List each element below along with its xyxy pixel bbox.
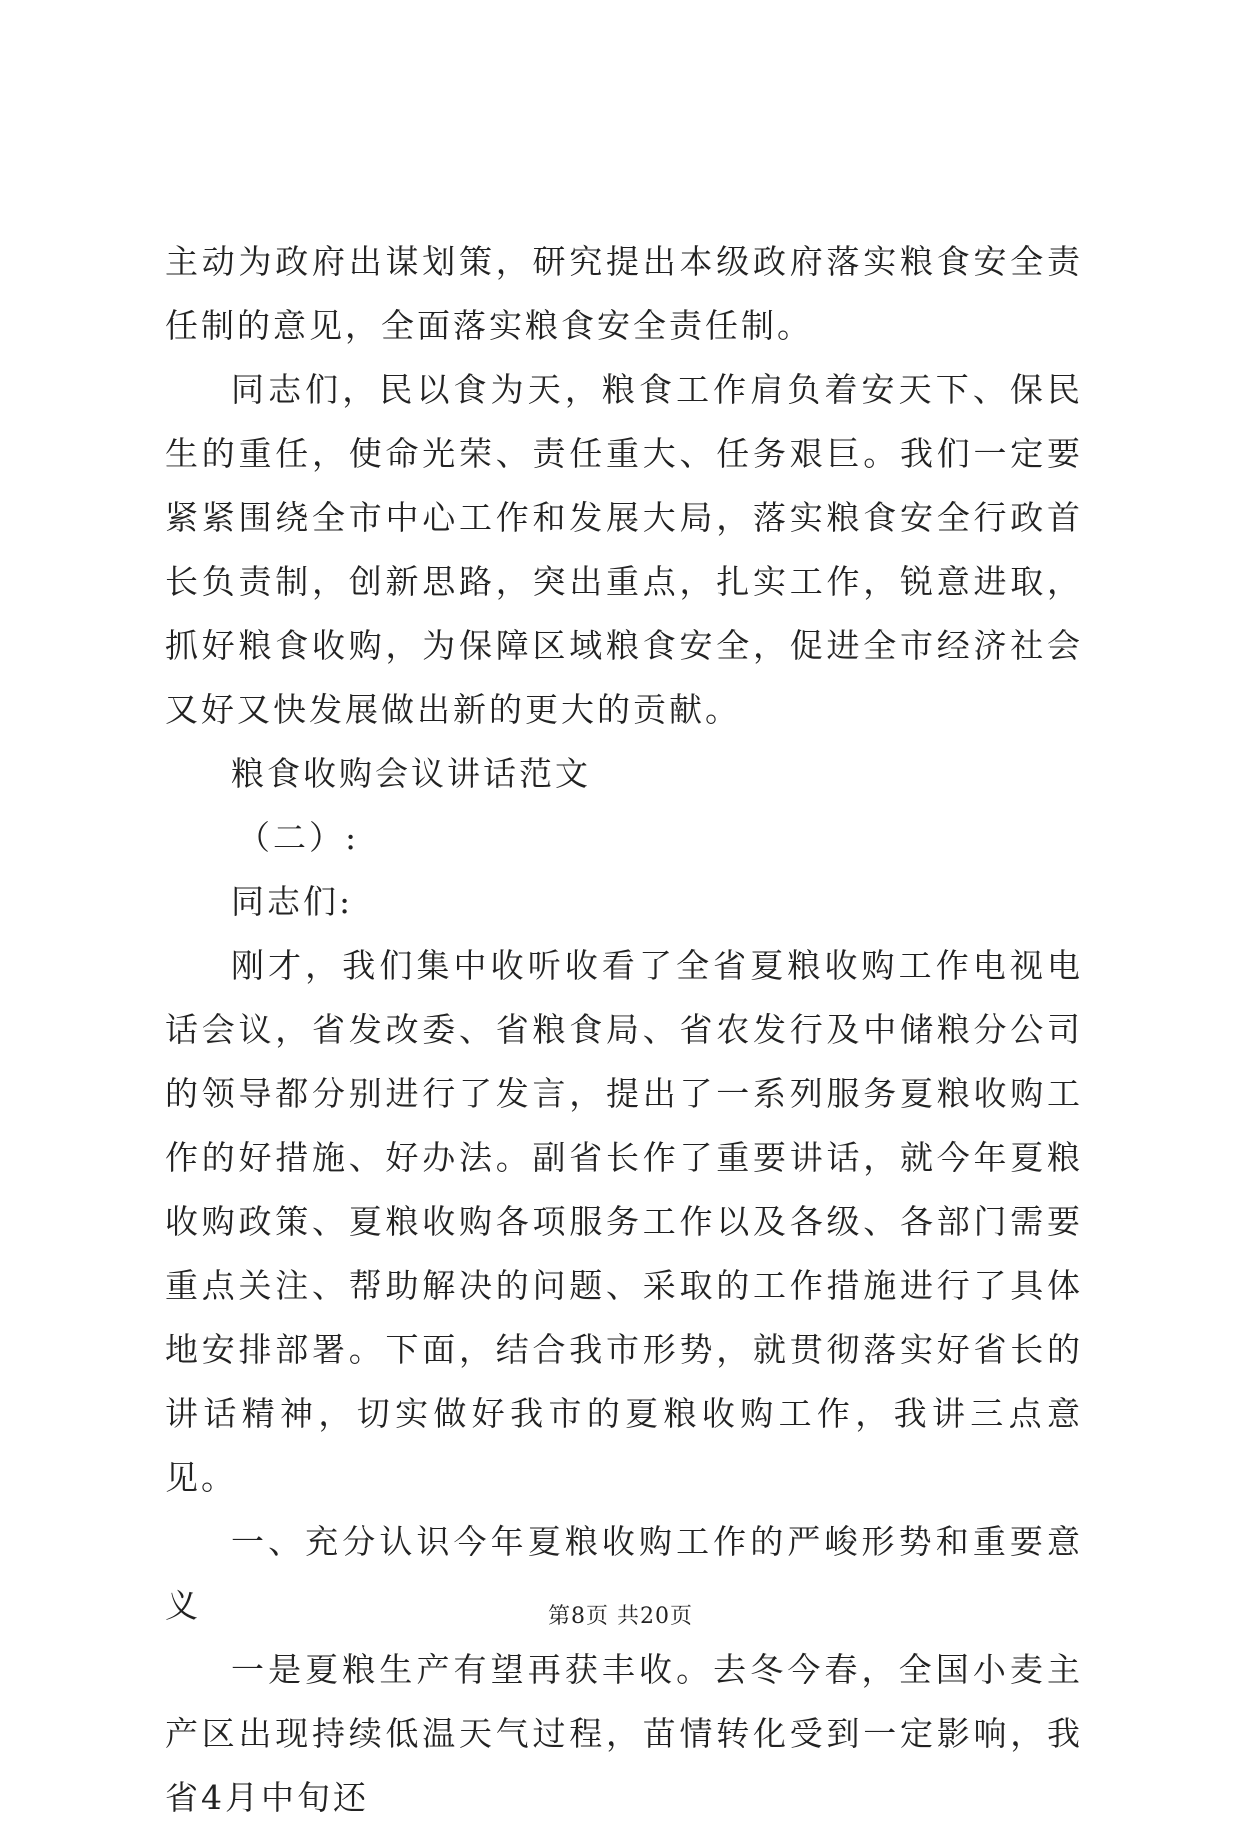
paragraph-continuation: 主动为政府出谋划策，研究提出本级政府落实粮食安全责任制的意见，全面落实粮食安全责任制。 bbox=[165, 242, 1083, 345]
document-body bbox=[165, 230, 1083, 1830]
page-number-footer: 第8页 共20页 bbox=[548, 1604, 693, 1629]
paragraph-closing-remarks: 同志们，民以食为天，粮食工作肩负着安天下、保民生的重任，使命光荣、责任重大、任务艰巨。我们一定要紧紧围绕全市中心工作和发展大局，落实粮食安全行政首长负责制，创新思路，突出重点，扎实工作，锐意进取，抓好粮食收购，为保障区域粮食安全，促进全市经济社会又好又快发展做出新的更大的贡献。 bbox=[165, 370, 1083, 729]
paragraph-opening: 刚才，我们集中收听收看了全省夏粮收购工作电视电话会议，省发改委、省粮食局、省农发行及中储粮分公司的领导都分别进行了发言，提出了一系列服务夏粮收购工作的好措施、好办法。副省长作了重要讲话，就今年夏粮收购政策、夏粮收购各项服务工作以及各级、各部门需要重点关注、帮助解决的问题、采取的工作措施进行了具体地安排部署。下面，结合我市形势，就贯彻落实好省长的讲话精神，切实做好我市的夏粮收购工作，我讲三点意见。 bbox=[165, 946, 1083, 1497]
paragraph-point-one: 一是夏粮生产有望再获丰收。去冬今春，全国小麦主产区出现持续低温天气过程，苗情转化受到一定影响，我省4月中旬还 bbox=[165, 1650, 1083, 1817]
salutation: 同志们: bbox=[231, 882, 354, 921]
section-title: 粮食收购会议讲话范文 bbox=[231, 754, 591, 793]
section-number: （二）: bbox=[237, 818, 360, 857]
heading-one: 一、充分认识今年夏粮收购工作的严峻形势和重要意义 bbox=[165, 1522, 1083, 1625]
